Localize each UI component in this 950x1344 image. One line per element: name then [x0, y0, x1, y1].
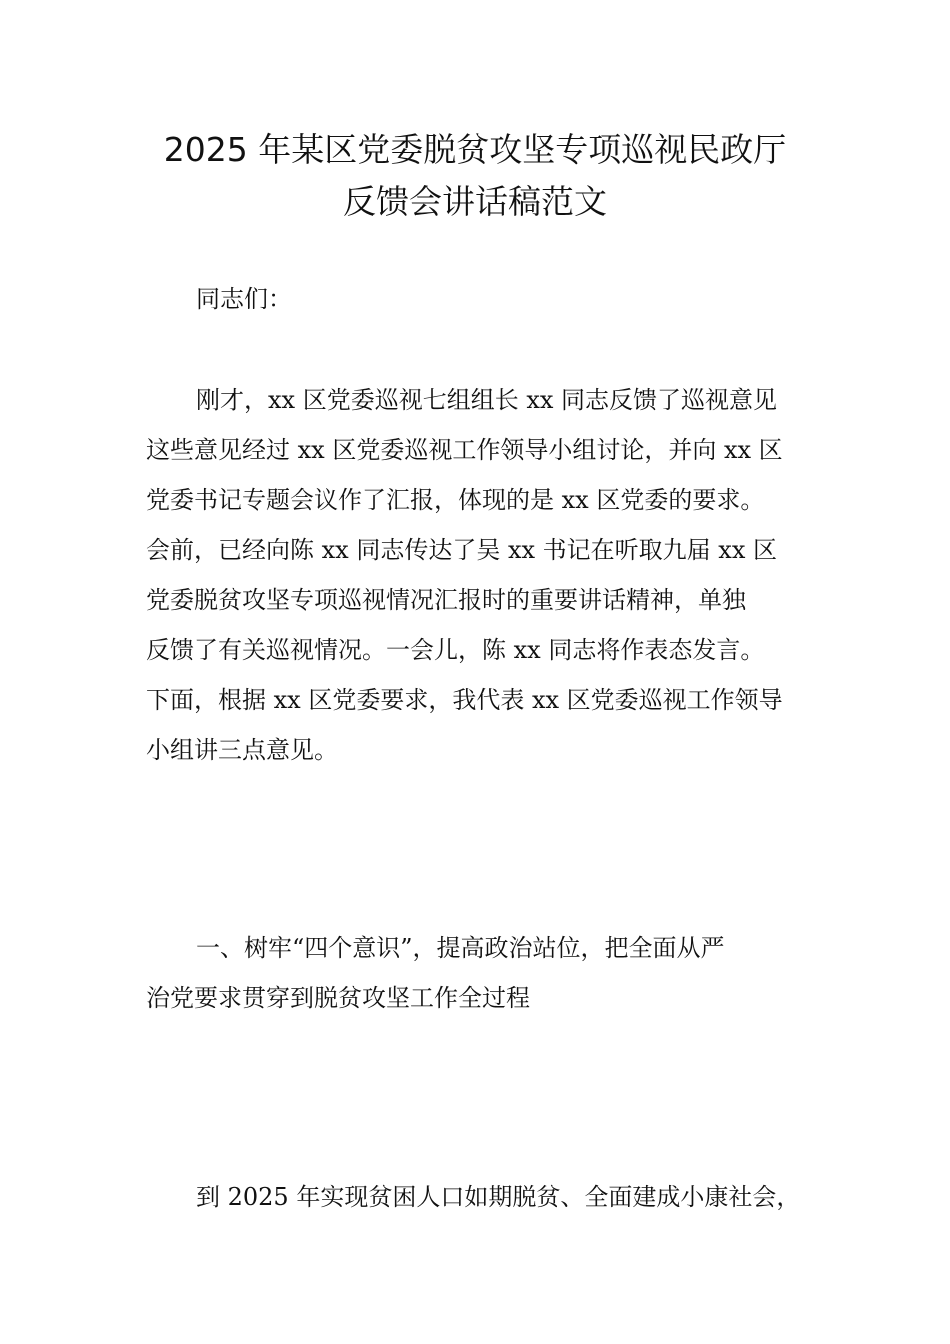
section-heading-1-line-1: 一、树牢“四个意识”，提高政治站位，把全面从严	[196, 934, 725, 962]
paragraph-1-line-7: 下面，根据 xx 区党委要求，我代表 xx 区党委巡视工作领导	[146, 686, 783, 714]
paragraph-1-line-5: 党委脱贫攻坚专项巡视情况汇报时的重要讲话精神，单独	[146, 586, 746, 614]
paragraph-1-line-2: 这些意见经过 xx 区党委巡视工作领导小组讨论，并向 xx 区	[146, 436, 783, 464]
document-title-line-1: 2025 年某区党委脱贫攻坚专项巡视民政厅	[163, 130, 787, 169]
paragraph-2-line-1: 到 2025 年实现贫困人口如期脱贫、全面建成小康社会，	[196, 1183, 801, 1211]
document-title-line-2: 反馈会讲话稿范文	[343, 182, 607, 221]
salutation: 同志们：	[196, 285, 292, 313]
paragraph-1-line-8: 小组讲三点意见。	[146, 736, 338, 764]
paragraph-1-line-3: 党委书记专题会议作了汇报，体现的是 xx 区党委的要求。	[146, 486, 765, 514]
paragraph-1-line-4: 会前，已经向陈 xx 同志传达了吴 xx 书记在听取九届 xx 区	[146, 536, 777, 564]
section-heading-1-line-2: 治党要求贯穿到脱贫攻坚工作全过程	[146, 984, 530, 1012]
paragraph-1-line-6: 反馈了有关巡视情况。一会儿，陈 xx 同志将作表态发言。	[146, 636, 765, 664]
paragraph-1-line-1: 刚才，xx 区党委巡视七组组长 xx 同志反馈了巡视意见	[196, 386, 778, 414]
